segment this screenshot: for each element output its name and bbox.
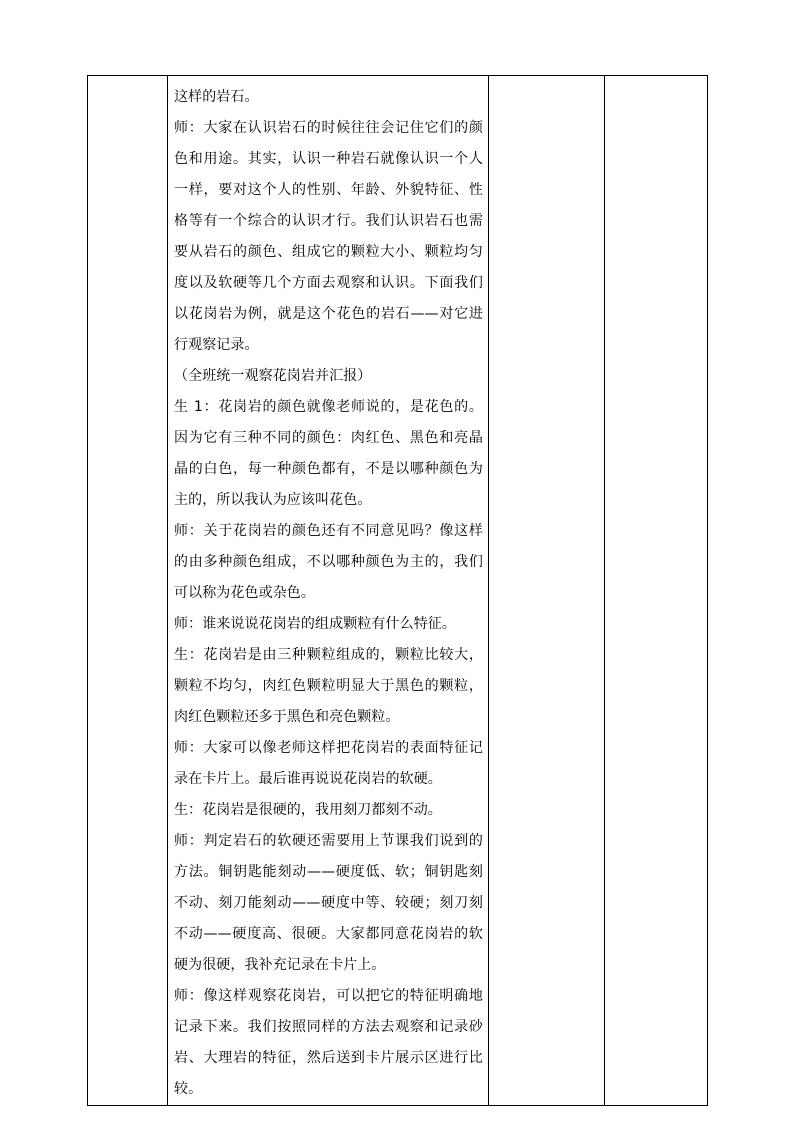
student-activity-cell [489,76,605,1106]
teaching-process-content [168,76,488,1105]
paragraph: 师：大家在认识岩石的时候往往会记住它们的颜色和用途。其实，认识一种岩石就像认识一个人一样，要对这个人的性别、年龄、外貌特征、性格等有一个综合的认识才行。我们认识岩石也需要从岩石的颜色、组成它的颗粒大小、颗粒均匀度以及软硬等几个方面去观察和认识。下面我们以花岗岩为例，就是这个花色的岩石——对它进行观察记录。 [174,120,483,353]
paragraph: 生：花岗岩是由三种颗粒组成的，颗粒比较大，颗粒不均匀，肉红色颗粒明显大于黑色的颗粒，肉红色颗粒还多于黑色和亮色颗粒。 [174,647,483,725]
paragraph: （全班统一观察花岗岩并汇报） [174,368,372,384]
paragraph: 这样的岩石。 [174,89,259,105]
lesson-plan-table [87,75,708,1106]
paragraph: 师：判定岩石的软硬还需要用上节课我们说到的方法。铜钥匙能刻动——硬度低、软；铜钥匙刻不动、刻刀能刻动——硬度中等、较硬；刻刀刻不动——硬度高、很硬。大家都同意花岗岩的软硬为很硬，我补充记录在卡片上。 [174,833,483,973]
stage-cell [88,76,168,1106]
paragraph: 生：花岗岩是很硬的，我用刻刀都刻不动。 [174,802,442,818]
paragraph: 师：大家可以像老师这样把花岗岩的表面特征记录在卡片上。最后谁再说说花岗岩的软硬。 [174,740,483,787]
paragraph: 师：像这样观察花岗岩，可以把它的特征明确地记录下来。我们按照同样的方法去观察和记录砂岩、大理岩的特征，然后送到卡片展示区进行比较。 [174,988,483,1097]
table-row [88,76,708,1106]
paragraph: 师：关于花岗岩的颜色还有不同意见吗？像这样的由多种颜色组成，不以哪种颜色为主的，我们可以称为花色或杂色。 [174,523,483,601]
paragraph: 师：谁来说说花岗岩的组成颗粒有什么特征。 [174,616,456,632]
paragraph: 生 1：花岗岩的颜色就像老师说的，是花色的。因为它有三种不同的颜色：肉红色、黑色和亮晶晶的白色，每一种颜色都有，不是以哪种颜色为主的，所以我认为应该叫花色。 [174,399,483,508]
design-intent-cell [605,76,708,1106]
teaching-process-cell [168,76,489,1106]
